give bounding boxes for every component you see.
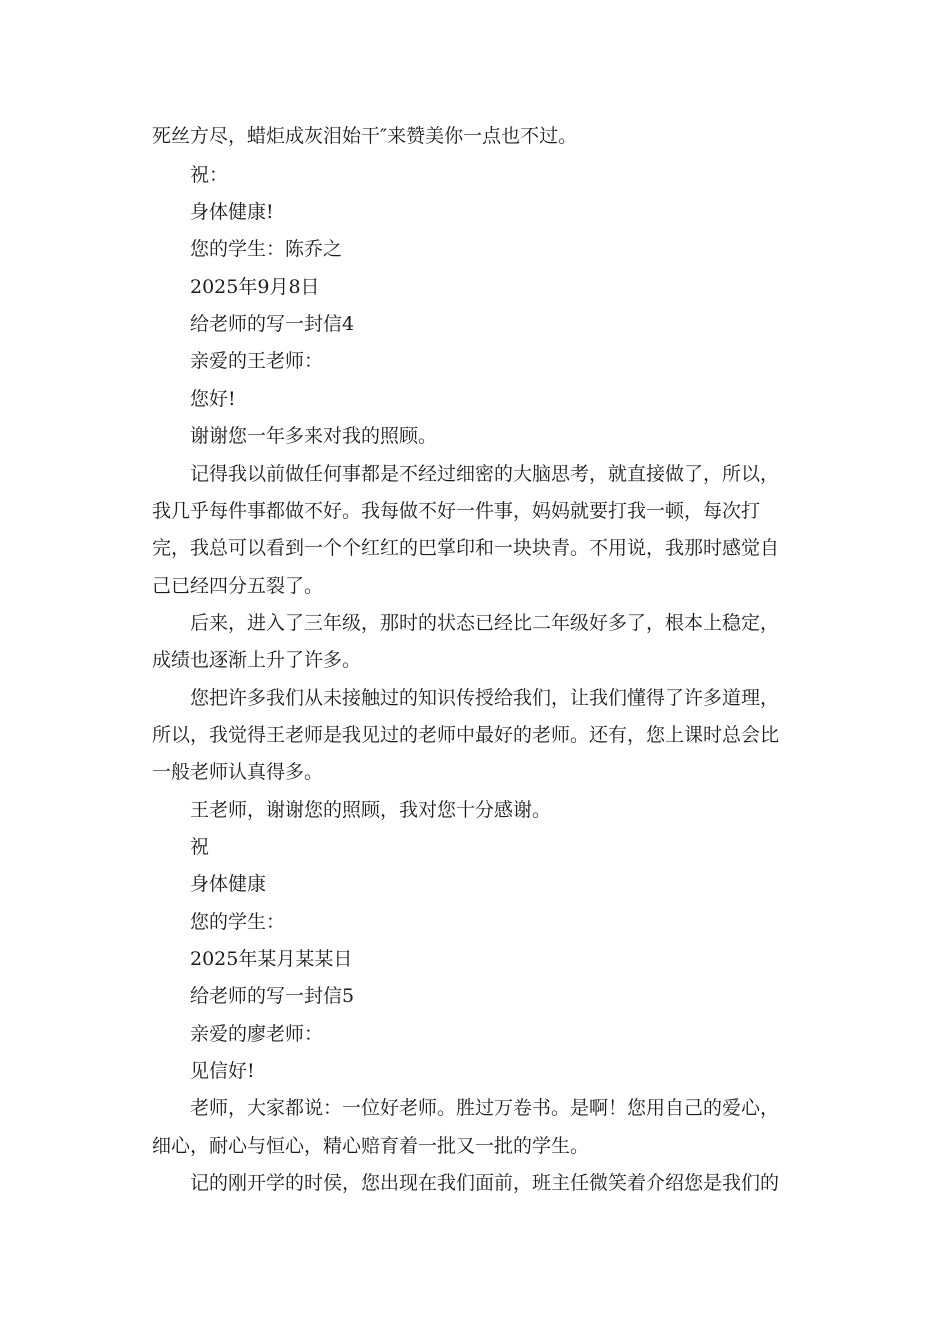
- text-line: 见信好!: [190, 1060, 255, 1082]
- text-line: 身体健康!: [190, 201, 274, 223]
- text-line: 亲爱的王老师：: [190, 350, 324, 372]
- text-line: 祝：: [190, 164, 229, 186]
- text-line: 我几乎每件事都做不好。我每做不好一件事，妈妈就要打我一顿，每次打: [152, 500, 761, 522]
- text-line: 后来，进入了三年级，那时的状态已经比二年级好多了，根本上稳定，: [190, 612, 780, 634]
- text-line: 亲爱的廖老师：: [190, 1023, 324, 1045]
- text-line: 您的学生：陈乔之: [190, 238, 343, 260]
- text-line: 细心，耐心与恒心，精心赔育着一批又一批的学生。: [152, 1135, 590, 1157]
- text-line: 谢谢您一年多来对我的照顾。: [190, 425, 438, 447]
- section-heading: 给老师的写一封信4: [190, 313, 355, 335]
- text-line: 您把许多我们从未接触过的知识传授给我们，让我们懂得了许多道理，: [190, 687, 780, 709]
- text-line: 死丝方尽，蜡炬成灰泪始干″来赞美你一点也不过。: [152, 125, 578, 147]
- text-line: 身体健康: [190, 873, 267, 895]
- text-line: 完，我总可以看到一个个红红的巴掌印和一块块青。不用说，我那时感觉自: [152, 537, 780, 559]
- text-line: 所以，我觉得王老师是我见过的老师中最好的老师。还有，您上课时总会比: [152, 724, 780, 746]
- text-line: 2025年某月某某日: [190, 948, 353, 970]
- text-line: 您好!: [190, 388, 236, 410]
- text-line: 祝: [190, 836, 210, 858]
- text-line: 记得我以前做任何事都是不经过细密的大脑思考，就直接做了，所以，: [190, 463, 780, 485]
- text-line: 一般老师认真得多。: [152, 761, 324, 783]
- text-line: 成绩也逐渐上升了许多。: [152, 649, 362, 671]
- section-heading: 给老师的写一封信5: [190, 985, 355, 1007]
- text-line: 王老师，谢谢您的照顾，我对您十分感谢。: [190, 799, 552, 821]
- text-line: 2025年9月8日: [190, 276, 320, 298]
- text-line: 记的刚开学的时侯，您出现在我们面前，班主任微笑着介绍您是我们的: [190, 1172, 780, 1194]
- text-line: 己已经四分五裂了。: [152, 575, 324, 597]
- text-line: 您的学生：: [190, 911, 286, 933]
- text-line: 老师，大家都说：一位好老师。胜过万卷书。是啊！您用自己的爱心，: [190, 1097, 780, 1119]
